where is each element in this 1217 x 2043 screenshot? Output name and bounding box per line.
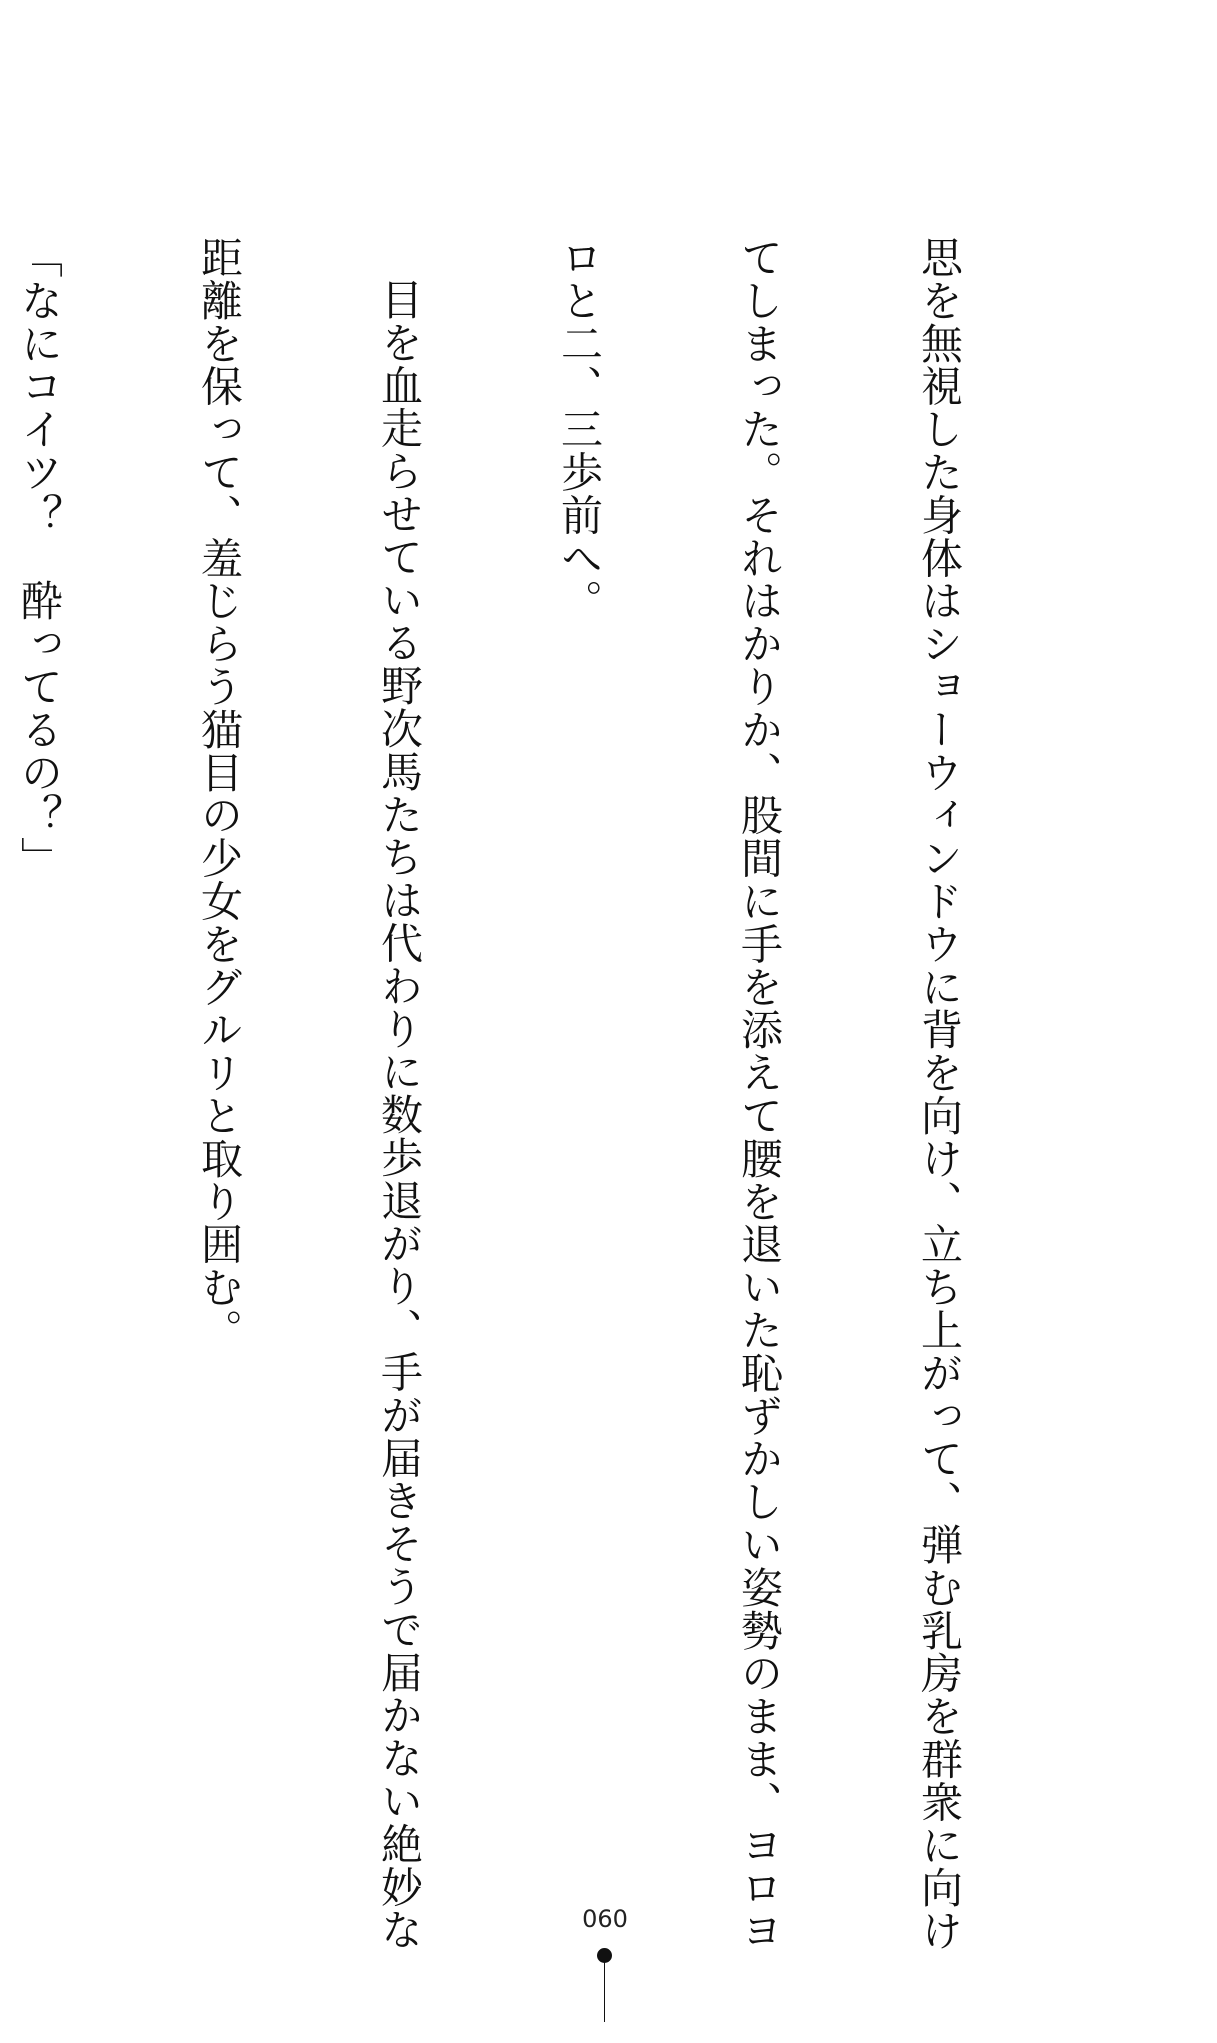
dialogue-line: 「なにコイツ？ 酔ってるの？」 — [15, 236, 64, 880]
text-line: てしまった。それはかりか、股間に手を添えて腰を退いた恥ずかしい姿勢のまま、ヨロヨ — [735, 236, 784, 1952]
page-marker-dot — [597, 1948, 612, 1963]
page-marker-line — [604, 1962, 605, 2022]
text-line: 距離を保って、羞じらう猫目の少女をグルリと取り囲む。 — [195, 236, 244, 1352]
text-line: 目を血走らせている野次馬たちは代わりに数歩退がり、手が届きそうで届かない絶妙な — [375, 278, 424, 1952]
page-number: 060 — [582, 1905, 628, 1933]
text-line: 思を無視した身体はショーウィンドウに背を向け、立ち上がって、弾む乳房を群衆に向け — [915, 236, 964, 1952]
text-line: ロと二、三歩前へ。 — [555, 236, 604, 623]
